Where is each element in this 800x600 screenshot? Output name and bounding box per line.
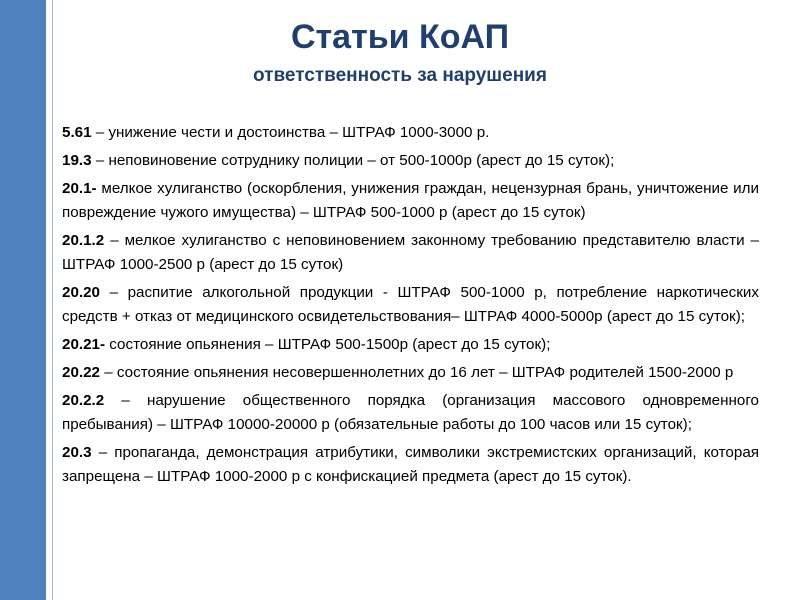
article-item: [62, 333, 759, 357]
article-code: 20.2.2: [62, 392, 105, 409]
left-accent-bar: [0, 0, 46, 600]
article-text: – мелкое хулиганство с неповиновением законному требованию представителю власти – ШТРАФ 1000-2500 р (арест до 15 суток): [62, 232, 759, 273]
article-code: 19.3: [62, 152, 92, 169]
article-item: [62, 121, 759, 145]
page-title: Статьи КоАП: [290, 18, 510, 56]
article-text: – пропаганда, демонстрация атрибутики, символики экстремистских организаций, которая запрещена – ШТРАФ 1000-2000 р с конфискацией предмета (арест до 15 суток).: [62, 444, 759, 485]
articles-list: [62, 121, 759, 493]
article-item: [62, 361, 759, 385]
article-code: 20.1.2: [62, 232, 105, 249]
article-text: – распитие алкогольной продукции - ШТРАФ 500-1000 р, потребление наркотических средств + отказ от медицинского освидетельствования– ШТРАФ 4000-5000р (арест до 15 суток);: [62, 284, 759, 325]
article-text: – унижение чести и достоинства – ШТРАФ 1000-3000 р.: [91, 124, 490, 141]
article-item: [62, 229, 759, 277]
article-text: – нарушение общественного порядка (организация массового одновременного пребывания) – ШТРАФ 10000-20000 р (обязательные работы до 100 часов или 15 суток);: [62, 392, 759, 433]
page-subtitle: ответственность за нарушения: [253, 65, 547, 86]
article-code: 20.20: [62, 284, 101, 301]
article-text: состояние опьянения – ШТРАФ 500-1500р (арест до 15 суток);: [105, 336, 551, 353]
article-code: 5.61: [62, 124, 92, 141]
article-code: 20.3: [62, 444, 92, 461]
article-code: 20.21-: [62, 336, 106, 353]
article-item: [62, 389, 759, 437]
article-item: [62, 177, 759, 225]
article-text: мелкое хулиганство (оскорбления, унижения граждан, нецензурная брань, уничтожение или повреждение чужого имущества) – ШТРАФ 500-1000 р (арест до 15 суток): [62, 180, 759, 221]
article-text: – состояние опьянения несовершеннолетних до 16 лет – ШТРАФ родителей 1500-2000 р: [100, 364, 734, 381]
article-code: 20.1-: [62, 180, 97, 197]
article-code: 20.22: [62, 364, 101, 381]
article-text: – неповиновение сотруднику полиции – от 500-1000р (арест до 15 суток);: [91, 152, 615, 169]
left-accent-line: [52, 0, 53, 600]
article-item: [62, 281, 759, 329]
article-item: [62, 149, 759, 173]
article-item: [62, 441, 759, 489]
